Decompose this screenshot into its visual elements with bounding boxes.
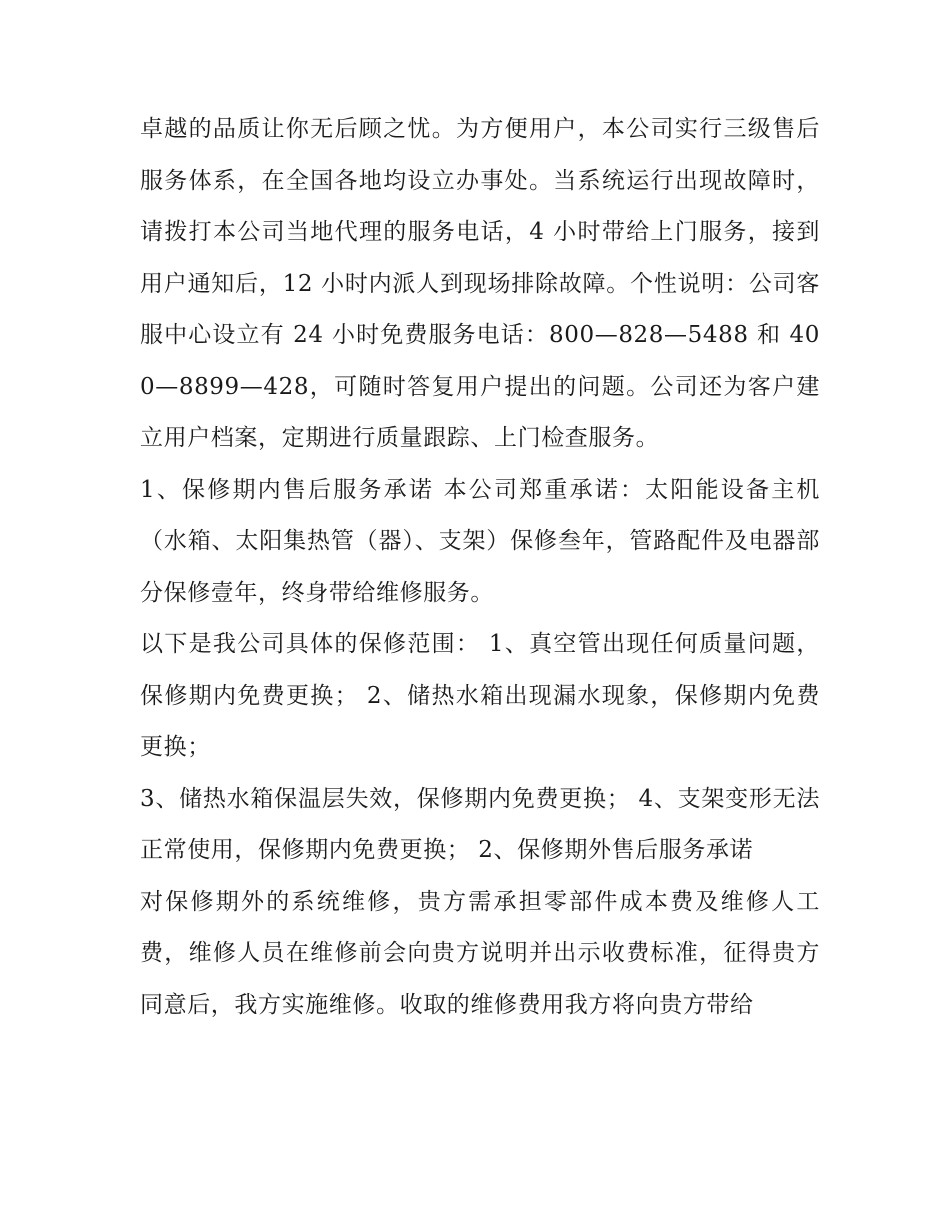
document-body [140,104,820,1031]
paragraph-warranty-scope-continued: 3、储热水箱保温层失效，保修期内免费更换； 4、支架变形无法正常使用，保修期内免费更换； 2、保修期外售后服务承诺 [140,785,820,863]
paragraph-out-of-warranty: 对保修期外的系统维修，贵方需承担零部件成本费及维修人工费，维修人员在维修前会向贵方说明并出示收费标准，征得贵方同意后，我方实施维修。收取的维修费用我方将向贵方带给 [140,888,820,1018]
paragraph-warranty-scope: 以下是我公司具体的保修范围： 1、真空管出现任何质量问题，保修期内免费更换； 2、储热水箱出现漏水现象，保修期内免费更换； [140,631,820,760]
paragraph-warranty-commitment: 1、保修期内售后服务承诺 本公司郑重承诺：太阳能设备主机（水箱、太阳集热管（器）、支架）保修叁年，管路配件及电器部分保修壹年，终身带给维修服务。 [140,476,820,606]
paragraph-service-system: 卓越的品质让你无后顾之忧。为方便用户，本公司实行三级售后服务体系，在全国各地均设立办事处。当系统运行出现故障时，请拨打本公司当地代理的服务电话，4 小时带给上门服务，接到用户通知后，12 小时内派人到现场排除故障。个性说明：公司客服中心设立有 24 小时免费服务电话：800—828—5488 和 400—8899—428，可随时答复用户提出的问题。公司还为客户建立用户档案，定期进行质量跟踪、上门检查服务。 [140,116,820,451]
